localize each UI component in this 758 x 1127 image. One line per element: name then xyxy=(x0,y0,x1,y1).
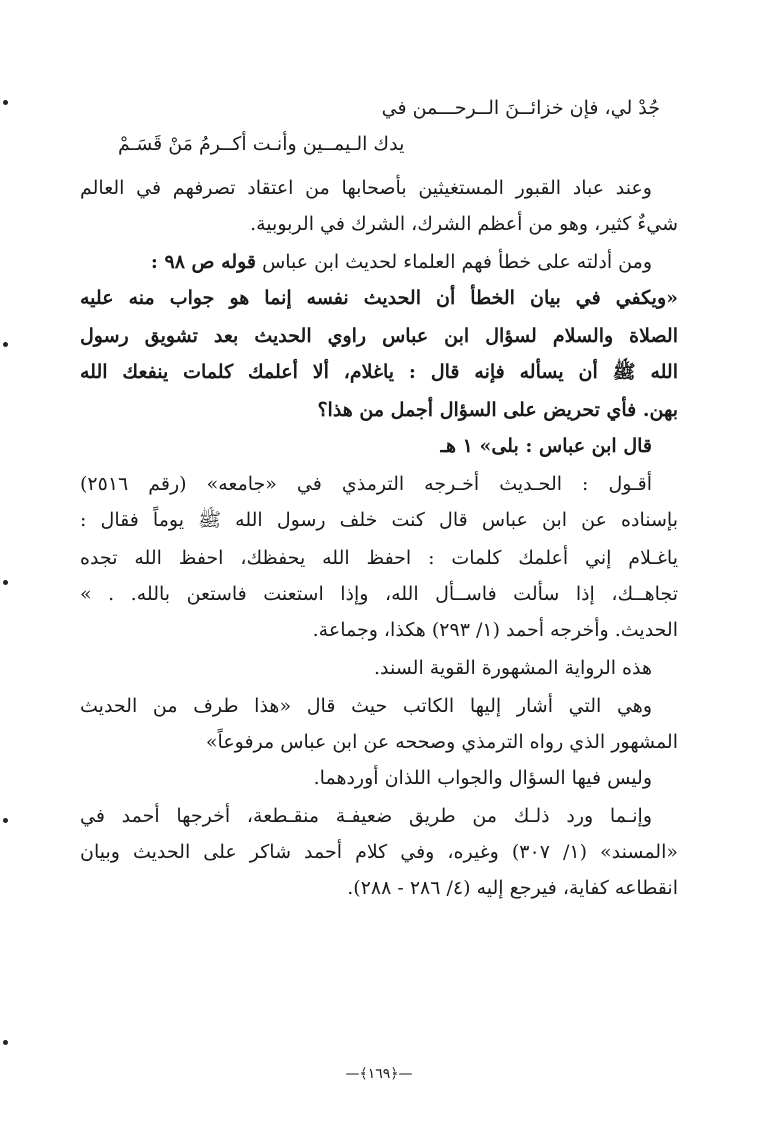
quote-line: الله ﷺ أن يسأله فإنه قال : ياغلام، ألا أعلمك كلمات ينفعك الله xyxy=(80,361,678,383)
page-number: —﴿١٦٩﴾— xyxy=(345,1066,413,1082)
paragraph-line: المشهور الذي رواه الترمذي وصححه عن ابن عباس مرفوعاً» xyxy=(205,731,678,753)
paragraph-line: انقطاعه كفاية، فيرجع إليه (٤/ ٢٨٦ - ٢٨٨). xyxy=(347,877,678,899)
quote-line: الصلاة والسلام لسؤال ابن عباس راوي الحديث بعد تشويق رسول xyxy=(80,325,678,347)
paragraph-line: «المسند» (١/ ٣٠٧) وغيره، وفي كلام أحمد شاكر على الحديث وبيان xyxy=(80,841,678,863)
quote-line: «ويكفي في بيان الخطأ أن الحديث نفسه إنما هو جواب منه عليه xyxy=(80,287,678,309)
paragraph-line: وليس فيها السؤال والجواب اللذان أوردهما. xyxy=(313,767,652,789)
verse-line-1: جُدْ لي، فإن خزائــنَ الــرحـــمن في xyxy=(381,97,660,119)
answer-line: تجاهــك، إذا سألت فاســأل الله، وإذا استعنت فاستعن بالله. . » xyxy=(80,583,678,605)
answer-line: أقـول : الحـديث أخـرجه الترمذي في «جامعه» (رقم ٢٥١٦) xyxy=(80,473,652,495)
paragraph-line: شيءٌ كثير، وهو من أعظم الشرك، الشرك في الربوبية. xyxy=(250,213,678,235)
margin-mark xyxy=(3,342,8,347)
verse-line-2: يدك الـيمــين وأنـت أكــرمُ مَنْ قَسَـمْ xyxy=(118,133,405,155)
paragraph-line xyxy=(80,246,678,280)
paragraph-line: وعند عباد القبور المستغيثين بأصحابها من اعتقاد تصرفهم في العالم xyxy=(80,177,652,199)
paragraph-line: هذه الرواية المشهورة القوية السند. xyxy=(373,657,652,679)
answer-line: الحديث. وأخرجه أحمد (١/ ٢٩٣) هكذا، وجماعة. xyxy=(312,619,678,641)
answer-line: ياغـلام إني أعلمك كلمات : احفظ الله يحفظك، احفظ الله تجده xyxy=(80,547,678,569)
margin-mark xyxy=(3,100,8,105)
margin-mark xyxy=(3,818,8,823)
paragraph-text: ومن أدلته على خطأ فهم العلماء لحديث ابن عباس xyxy=(262,251,652,273)
answer-line: بإسناده عن ابن عباس قال كنت خلف رسول الله ﷺ يوماً فقال : xyxy=(80,509,678,531)
margin-mark xyxy=(3,1040,8,1045)
paragraph-line: وإنـما ورد ذلـك من طريق ضعيفـة منقـطعة، أخرجها أحمد في xyxy=(80,805,652,827)
page-reference: قوله ص ٩٨ : xyxy=(150,251,257,273)
paragraph-line: وهي التي أشار إليها الكاتب حيث قال «هذا طرف من الحديث xyxy=(80,695,652,717)
quote-line: قال ابن عباس : بلى» ١ هـ xyxy=(440,435,652,457)
quote-line: بهن. فأي تحريض على السؤال أجمل من هذا؟ xyxy=(317,399,678,421)
margin-mark xyxy=(3,580,8,585)
